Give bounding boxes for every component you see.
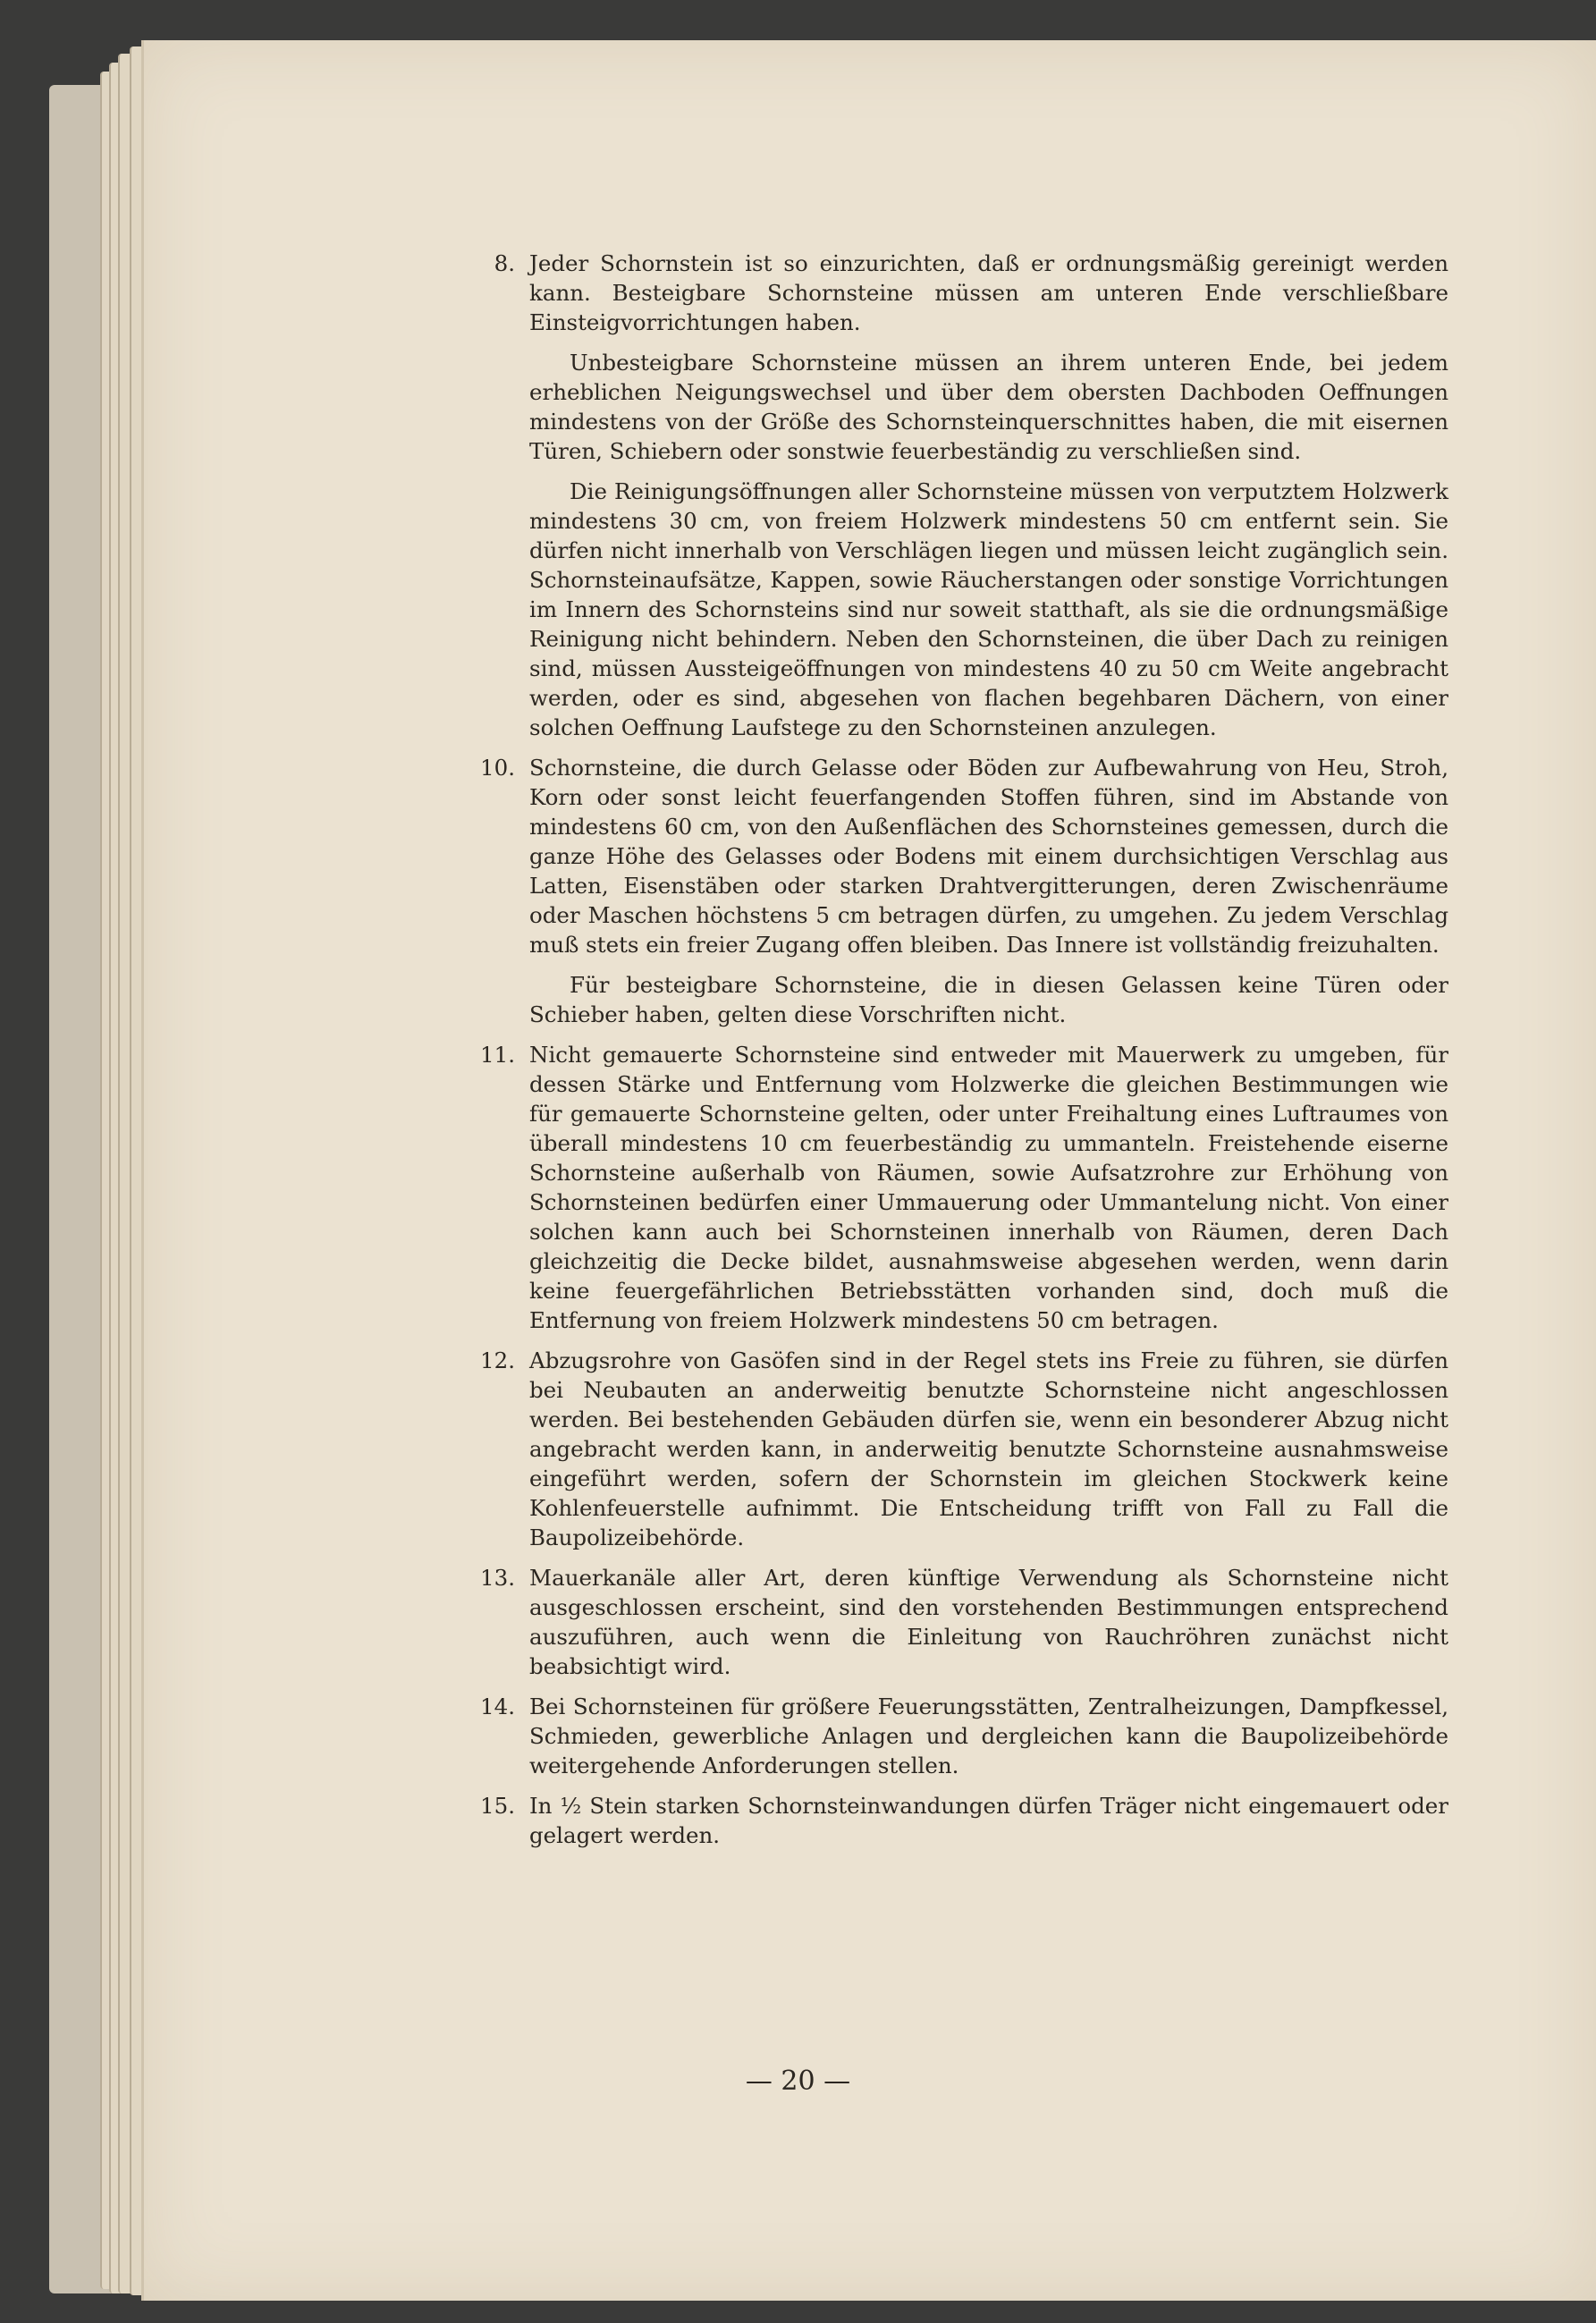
paragraph: Schornsteine, die durch Gelasse oder Böden zur Aufbewahrung von Heu, Stroh, Korn oder sonst leicht feuerfangenden Stoffen führen, sind im Abstande von mindestens 60 cm, von den Außenflächen des Schornsteines gemessen, durch die ganze Höhe des Gelasses oder Bodens mit einem durchsichtigen Verschlag aus Latten, Eisenstäben oder starken Drahtvergitterungen, deren Zwischenräume oder Maschen höchstens 5 cm betragen dürfen, zu umgehen. Zu jedem Verschlag muß stets ein freier Zugang offen bleiben. Das Innere ist vollständig freizuhalten. [529, 755, 1448, 958]
list-item [480, 753, 1448, 1029]
list-item [480, 1692, 1448, 1780]
paragraph: In ½ Stein starken Schornsteinwandungen dürfen Träger nicht eingemauert oder gelagert werden. [529, 1793, 1448, 1848]
item-number: 11. [480, 1042, 515, 1068]
paragraph: Unbesteigbare Schornsteine müssen an ihrem unteren Ende, bei jedem erheblichen Neigungswechsel und über dem obersten Dachboden Oeffnungen mindestens von der Größe des Schornsteinquerschnittes haben, die mit eisernen Türen, Schiebern oder sonstwie feuerbeständig zu verschließen sind. [529, 350, 1448, 464]
paragraph: Die Reinigungsöffnungen aller Schornsteine müssen von verputztem Holzwerk mindestens 30 cm, von freiem Holzwerk mindestens 50 cm entfernt sein. Sie dürfen nicht innerhalb von Verschlägen liegen und müssen leicht zugänglich sein. Schornsteinaufsätze, Kappen, sowie Räucherstangen oder sonstige Vorrichtungen im Innern des Schornsteins sind nur soweit statthaft, als sie die ordnungsmäßige Reinigung nicht behindern. Neben den Schornsteinen, die über Dach zu reinigen sind, müssen Aussteigeöffnungen von mindestens 40 zu 50 cm Weite angebracht werden, oder es sind, abgesehen von flachen begehbaren Dächern, von einer solchen Oeffnung Laufstege zu den Schornsteinen anzulegen. [529, 478, 1448, 740]
paragraph: Jeder Schornstein ist so einzurichten, daß er ordnungsmäßig gereinigt werden kann. Besteigbare Schornsteine müssen am unteren Ende verschließbare Einsteigvorrichtungen haben. [529, 250, 1448, 335]
item-number: 13. [480, 1565, 515, 1591]
paragraph: Abzugsrohre von Gasöfen sind in der Regel stets ins Freie zu führen, sie dürfen bei Neubauten an anderweitig benutzte Schornsteine nicht angeschlossen werden. Bei bestehenden Gebäuden dürfen sie, wenn ein besonderer Abzug nicht angebracht werden kann, in anderweitig benutzte Schornsteine ausnahmsweise eingeführt werden, sofern der Schornstein im gleichen Stockwerk keine Kohlenfeuerstelle aufnimmt. Die Entscheidung trifft von Fall zu Fall die Baupolizeibehörde. [529, 1347, 1448, 1550]
item-number: 14. [480, 1694, 515, 1719]
list-item [480, 1791, 1448, 1850]
paragraph: Mauerkanäle aller Art, deren künftige Verwendung als Schornsteine nicht ausgeschlossen erscheint, sind den vorstehenden Bestimmungen entsprechend auszuführen, auch wenn die Einleitung von Rauchröhren zunächst nicht beabsichtigt wird. [529, 1565, 1448, 1679]
item-number: 15. [480, 1793, 515, 1819]
item-number: 10. [480, 755, 515, 781]
page-text-body [480, 249, 1448, 1861]
item-number: 8. [494, 250, 515, 276]
list-item [480, 1346, 1448, 1552]
list-item [480, 1040, 1448, 1335]
paragraph: Nicht gemauerte Schornsteine sind entweder mit Mauerwerk zu umgeben, für dessen Stärke und Entfernung vom Holzwerke die gleichen Bestimmungen wie für gemauerte Schornsteine gelten, oder unter Freihaltung eines Luftraumes von überall mindestens 10 cm feuerbeständig zu ummanteln. Freistehende eiserne Schornsteine außerhalb von Räumen, sowie Aufsatzrohre zur Erhöhung von Schornsteinen bedürfen einer Ummauerung oder Ummantelung nicht. Von einer solchen kann auch bei Schornsteinen innerhalb von Räumen, deren Dach gleichzeitig die Decke bildet, ausnahmsweise abgesehen werden, wenn darin keine feuergefährlichen Betriebsstätten vorhanden sind, doch muß die Entfernung von freiem Holzwerk mindestens 50 cm betragen. [529, 1042, 1448, 1333]
item-number: 12. [480, 1347, 515, 1373]
paragraph: Für besteigbare Schornsteine, die in diesen Gelassen keine Türen oder Schieber haben, gelten diese Vorschriften nicht. [529, 972, 1448, 1027]
page-number: — 20 — [745, 2065, 851, 2097]
list-item [494, 249, 1448, 742]
paragraph: Bei Schornsteinen für größere Feuerungsstätten, Zentralheizungen, Dampfkessel, Schmieden, gewerbliche Anlagen und dergleichen kann die Baupolizeibehörde weitergehende Anforderungen stellen. [529, 1694, 1448, 1778]
list-item [480, 1563, 1448, 1681]
